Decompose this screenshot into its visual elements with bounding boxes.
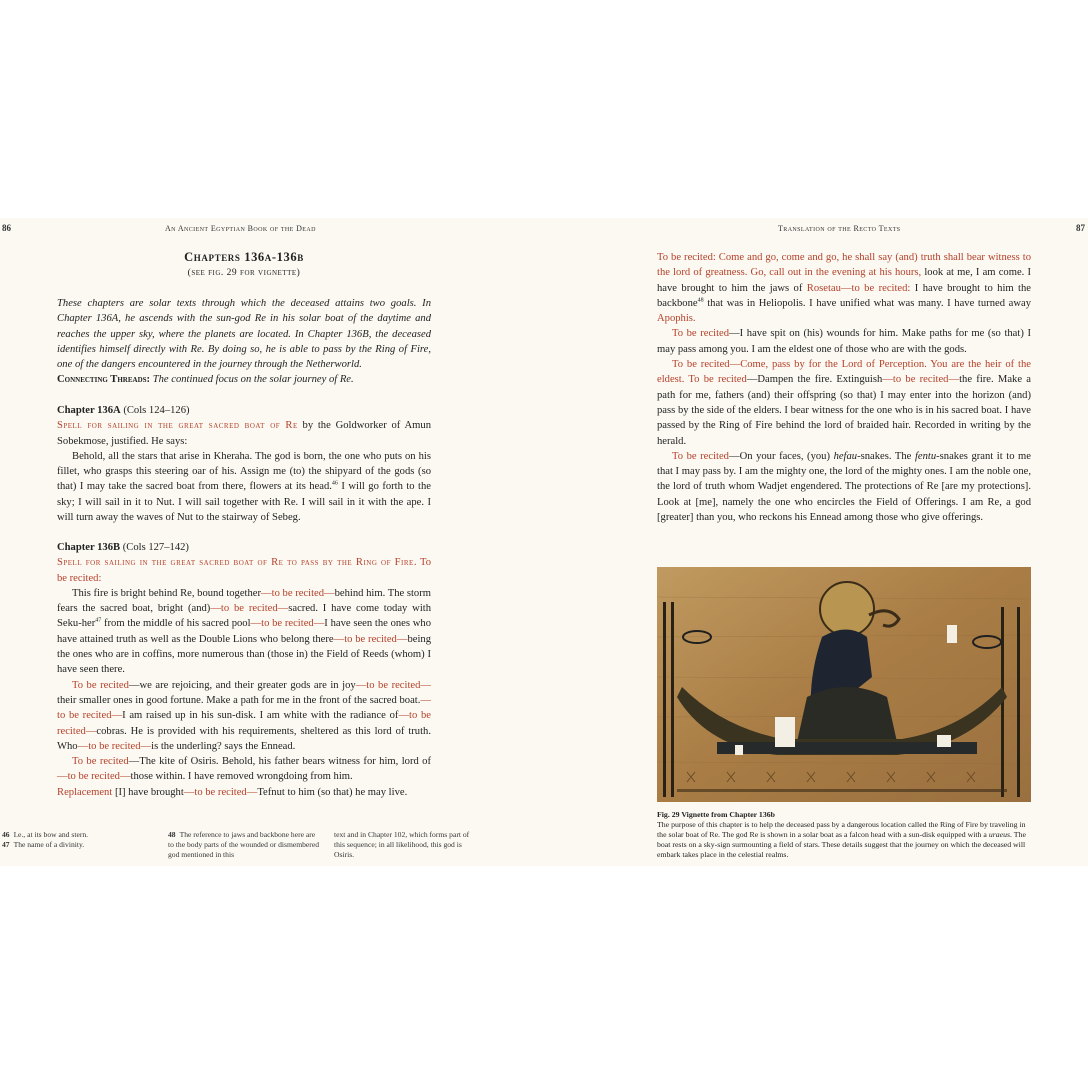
text-run: This fire is bright behind Re, bound together <box>72 587 262 599</box>
caption-text: . The boat rests on a sky-sign surmounting a field of stars. These details suggest that the journey on which the deceased will embark takes place in the celestial realms. <box>657 830 1026 859</box>
footnote-text: The reference to jaws and backbone here are to the body parts of the wounded or dismembered god mentioned in this <box>168 830 319 859</box>
footnote-ref-48: 48 <box>697 297 704 304</box>
heading-136a <box>57 403 431 418</box>
text-run: from the middle of his sacred pool <box>101 618 251 630</box>
caption-italic: uraeus <box>988 830 1011 839</box>
rubric: —to be recited— <box>210 603 289 615</box>
footnote-number: 46 <box>2 830 10 839</box>
spell-136a-rest: by the Goldworker of Amun Sobekmose, justified. He says: <box>57 420 431 447</box>
text-run: -snakes. The <box>857 450 915 462</box>
heading-136b-cols: (Cols 127–142) <box>122 542 189 553</box>
section-136a <box>57 403 431 525</box>
paragraph-r3 <box>657 357 1031 449</box>
rubric: —to be recited: <box>840 282 911 294</box>
rubric: Apophis. <box>657 313 696 325</box>
text-run: those within. I have removed wrongdoing from him. <box>130 771 353 783</box>
chapter-subtitle: (see fig. 29 for vignette) <box>187 268 301 278</box>
text-run: —The kite of Osiris. Behold, his father bears witness for him, lord of <box>128 756 431 768</box>
rubric: —to be recited— <box>261 587 335 599</box>
left-running-head: An Ancient Egyptian Book of the Dead <box>165 224 316 233</box>
text-run: look at me, I am come. I have brought to him the jaws of <box>657 267 1031 294</box>
paragraph-r2 <box>657 326 1031 357</box>
text-run: I am raised up in his sun-disk. I am white with the radiance of <box>122 710 399 722</box>
italic-term: hefau <box>833 450 858 462</box>
caption-label: Fig. 29 Vignette from Chapter 136b <box>657 810 775 819</box>
text-run: their smaller ones in good fortune. Make a path for me in the front of the sacred boat. <box>57 694 421 706</box>
rubric: —to be recited— <box>57 710 431 737</box>
text-run: Tefnut to him (so that) he may live. <box>257 786 408 798</box>
spell-136b-recite: To be recited: <box>57 557 431 584</box>
spell-136a-title: Spell for sailing in the great sacred boat of Re <box>57 420 298 432</box>
heading-136a-title: Chapter 136A <box>57 405 121 416</box>
text-run: I will go forth to the sky; I will sail in it to Nut. I will sail together with Re. I will sail in it with the ape. I will turn away the waves of Nut to the stairway of Sebeg. <box>57 481 431 524</box>
book-spread <box>0 218 1088 866</box>
footnote-number: 48 <box>168 830 176 839</box>
paragraph-r1 <box>657 250 1031 326</box>
intro-text: These chapters are solar texts through which the deceased attains two goals. In Chapter 136A, he ascends with the sun-god Re in his solar boat of the daytime and reaches the upper sky, where the planets are located. In Chapter 136B, the deceased identifies himself directly with Re. By doing so, he is able to pass by the Ring of Fire, one of the dangers encountered in the journey through the Netherworld. <box>57 298 431 371</box>
paragraph-136a <box>57 449 431 525</box>
papyrus-vignette-image <box>657 567 1031 802</box>
paragraph-r4 <box>657 449 1031 525</box>
footnote-number: 47 <box>2 840 10 849</box>
rubric: —to be recited— <box>333 633 408 645</box>
caption-text: The purpose of this chapter is to help the deceased pass by a dangerous location called the Ring of Fire by traveling in the solar boat of Re. The god Re is shown in a solar boat as a falcon head with a sun-disk equipped with a <box>657 820 1026 839</box>
rubric: —to be recited— <box>57 771 131 783</box>
left-page <box>0 218 544 866</box>
rubric: To be recited: Come and go, come and go, he shall say (and) truth shall bear witness to the lord of greatness. Go, call out in the evening at his hours, <box>657 252 1031 279</box>
text-run: -snakes grant it to me that I may pass by. I am the mighty one, the lord of the mighty ones. I am the noble one, the lord of truth whom Wadjet engendered. The protections of Re [are my protections]. Look at [me], namely the one who encircles the Field of Offerings. I am Re, a god [greater] than you, who reckons his Ennead among those who give offerings. <box>657 450 1031 524</box>
text-run: I have seen the ones who have attained truth as well as the Double Lions who belong there <box>57 618 432 645</box>
rubric: —to be recited— <box>183 786 258 798</box>
text-run: —Dampen the fire. Extinguish <box>746 374 883 386</box>
text-run: —I have spit on (his) wounds for him. Make paths for me (so that) I may pass among you. I am the eldest one of those who are with the gods. <box>657 328 1031 355</box>
paragraph-136b-2 <box>57 678 431 754</box>
connecting-threads-text: The continued focus on the solar journey of Re. <box>152 374 354 386</box>
footnotes-col-1 <box>2 830 152 850</box>
heading-136b <box>57 540 431 555</box>
text-run: that was in Heliopolis. I have unified what was many. I have turned away <box>703 297 1031 309</box>
text-run: cobras. He is provided with his requirements, sheltered as this lord of truth. Who <box>57 725 431 752</box>
italic-term: fentu <box>914 450 937 462</box>
figure-29-vignette <box>657 567 1031 802</box>
section-136b <box>57 540 431 800</box>
spell-136a <box>57 418 431 449</box>
rubric: —to be recited— <box>57 694 431 722</box>
replacement-rubric: Replacement <box>57 786 113 798</box>
rubric: To be recited <box>72 756 129 768</box>
footnote-48-continued <box>334 830 476 860</box>
text-run: I have brought to him the backbone <box>657 282 1031 309</box>
text-run: —we are rejoicing, and their greater gods are in joy <box>128 679 356 691</box>
footnote-46 <box>2 830 152 840</box>
spell-136b-title: Spell for sailing in the great sacred boat of Re to pass by the Ring of Fire. <box>57 557 417 569</box>
right-folio: 87 <box>1076 223 1085 233</box>
footnote-47 <box>2 840 152 850</box>
right-text <box>657 250 1031 525</box>
right-page <box>544 218 1088 866</box>
rubric: To be recited—Come, pass by for the Lord of Perception. You are the heir of the eldest. To be recited <box>657 359 1031 386</box>
footnote-text: I.e., at its bow and stern. <box>13 830 89 839</box>
text-run: is the underling? says the Ennead. <box>151 740 296 752</box>
footnote-ref-47: 47 <box>95 617 102 624</box>
rubric: —to be recited— <box>77 740 152 752</box>
text-run: the fire. Make a path for me, fathers (and) their offspring (so that) I may enter into the horizon (and) pass by the side of the elders. I bear witness for the one who is in his sacred boat. I have passed by the Ring of Fire behind the lord of braided hair. Recorded in writing by the herald. <box>657 374 1031 447</box>
text-run: —On your faces, (you) <box>728 450 834 462</box>
footnote-48 <box>168 830 320 860</box>
paragraph-136b-3 <box>57 754 431 800</box>
footnote-text: The name of a divinity. <box>13 840 85 849</box>
rubric: Rosetau <box>806 282 841 294</box>
chapter-title: Chapters 136a-136b <box>184 250 304 264</box>
rubric: —to be recited— <box>250 618 325 630</box>
rubric: To be recited <box>672 328 730 340</box>
right-running-head: Translation of the Recto Texts <box>778 224 901 233</box>
text-run: Behold, all the stars that arise in Kheraha. The god is born, the one who puts on his fillet, who grasps this steering oar of his. Assign me (to) the shipyard of the gods (so that) I may take the sacred boat from there, flowers at its head. <box>57 450 431 493</box>
left-folio: 86 <box>2 223 11 233</box>
text-run: being the ones who are in coffins, more numerous than (those in) the Field of Reeds (whom) I have seen there. <box>57 633 431 676</box>
paragraph-136b-1 <box>57 586 431 678</box>
chapter-intro <box>57 296 431 388</box>
text-run: [I] have brought <box>112 786 184 798</box>
rubric: To be recited <box>72 679 129 691</box>
heading-136b-title: Chapter 136B <box>57 542 121 553</box>
text-run: behind him. The storm fears the sacred boat, bright (and) <box>57 587 431 615</box>
rubric: To be recited <box>672 450 729 462</box>
text-run: sacred. I have come today with Seku-her <box>57 603 432 630</box>
rubric: —to be recited— <box>882 374 960 386</box>
spell-136b <box>57 555 431 586</box>
figure-caption <box>657 810 1029 860</box>
footnote-text: text and in Chapter 102, which forms part of this sequence; in all likelihood, this god is Osiris. <box>334 830 470 859</box>
connecting-threads-label: Connecting Threads: <box>57 374 151 386</box>
heading-136a-cols: (Cols 124–126) <box>123 405 190 416</box>
rubric: —to be recited— <box>355 679 431 691</box>
footnote-ref-46: 46 <box>331 480 338 487</box>
